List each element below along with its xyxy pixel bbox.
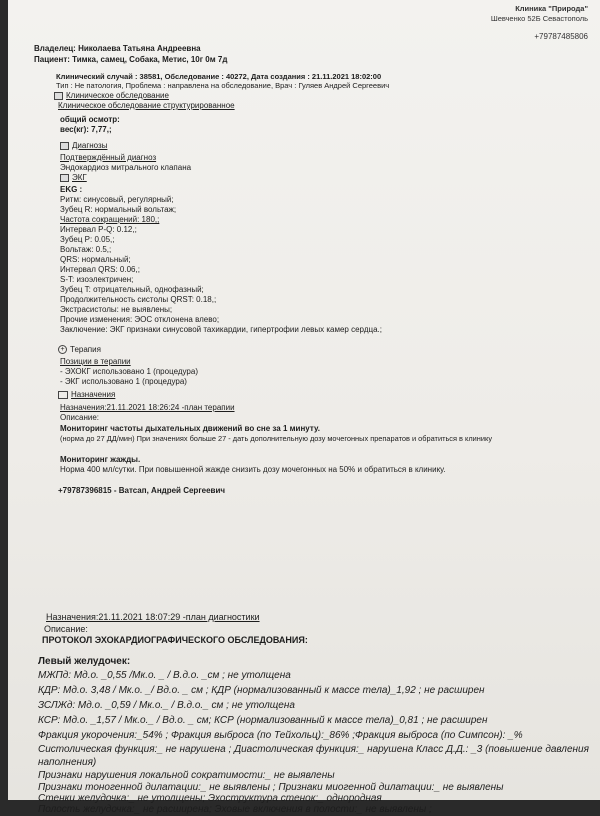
clinic-address: Шевченко 52Б Севастополь [490,14,588,23]
ecg-line: S-T: изоэлектричен; [60,275,134,284]
document-icon [60,174,69,182]
description-label: Описание: [60,413,100,422]
echo-line: КСР: Мд.о. _1,57 / Мк.о._ / Вд.о. _ см; КСР (нормализованный к массе тела)_0,81 ; не расширен [38,715,488,726]
ecg-line: Заключение: ЭКГ признаки синусовой тахикардии, гипертрофии левых камер сердца.; [60,325,382,334]
ecg-line: QRS: нормальный; [60,255,131,264]
echo-line: Фракция укорочения:_54% ; Фракция выброса (по Тейхольц):_86% ;Фракция выброса (по Симпсон): _% [38,730,523,741]
therapy-item: - ЭКГ использовано 1 (процедура) [60,377,187,386]
section-diagnoses: Диагнозы [60,141,107,151]
clinic-header [491,4,588,24]
echo-line: Систолическая функция:_ не нарушена ; Диастолическая функция:_ нарушена Класс Д.Д.: _3 (повышение давления [38,744,589,755]
exam-structured: Клиническое обследование структурированное [58,101,235,110]
ecg-line: Вольтаж: 0.5,; [60,245,112,254]
section-therapy: + Терапия [58,345,101,355]
echo-line: КДР: Мд.о. 3,48 / Мк.о. _/ Вд.о. _ см ; КДР (нормализованный к массе тела)_1,92 ; не расширен [38,685,485,696]
plus-icon: + [58,345,67,354]
section-ecg: ЭКГ [60,173,87,183]
case-line: Клинический случай : 38581, Обследование : 40272, Дата создания : 21.11.2021 18:02:00 [56,72,382,81]
ecg-line: Зубец T: отрицательный, однофазный; [60,285,204,294]
section-prescriptions: Назначения [58,390,115,400]
type-line: Тип : Не патология, Проблема : направлена на обследование, Врач : Гуляев Андрей Сергеевич [56,81,390,90]
ecg-line: Интервал P-Q: 0.12,; [60,225,137,234]
diagnosis-name: Эндокардиоз митрального клапана [60,163,192,172]
echo-line: наполнения) [38,757,97,768]
echo-line: Полость желудочка:_ не расширена; Эховые включения в полости:_ не выявлены ; [38,804,432,815]
weight-line: вес(кг): 7,77,; [60,125,112,134]
general-exam-label: общий осмотр: [60,115,120,124]
therapy-item: - ЭХОКГ использовано 1 (процедура) [60,367,198,376]
document-page [8,0,600,815]
echo-line: Признаки нарушения локальной сократимости:_ не выявлены [38,770,335,781]
thirst-monitoring-text: Норма 400 мл/сутки. При повышенной жажде снизить дозу мочегонных на 50% и обратиться в клинику. [60,465,446,474]
section-exam: Клиническое обследование [54,91,169,101]
ecg-line: EKG : [60,185,83,194]
document-icon [54,92,63,100]
ecg-line: Зубец R: нормальный вольтаж; [60,205,177,214]
description-label-2: Описание: [44,624,88,634]
ecg-line: Интервал QRS: 0.06,; [60,265,140,274]
prescription-diagnostics-title: Назначения:21.11.2021 18:07:29 -план диагностики [46,612,260,622]
diagnosis-confirmed-label: Подтверждённый диагноз [60,153,157,162]
prescription-icon [58,391,68,399]
ecg-line: Продолжительность систолы QRST: 0.18,; [60,295,217,304]
patient-line: Пациент: Тимка, самец, Собака, Метис, 10г 0м 7д [34,55,228,64]
ecg-line: Зубец P: 0.05,; [60,235,115,244]
prescription-therapy-title: Назначения:21.11.2021 18:26:24 -план терапии [60,403,235,412]
left-ventricle-title: Левый желудочек: [38,656,131,667]
ecg-line: Частота сокращений: 180,; [60,215,160,224]
resp-monitoring-text: (норма до 27 ДД/мин) При значениях больше 27 - дать дополнительную дозу мочегонных препаратов и обратиться в клинику [60,434,493,443]
echo-line: Признаки тоногенной дилатации:_ не выявлены ; Признаки миогенной дилатации:_ не выявлены [38,782,504,793]
thirst-monitoring-title: Мониторинг жажды. [60,455,141,464]
clinic-phone: +79787485806 [534,32,588,41]
doctor-contact: +79787396815 - Ватсап, Андрей Сергеевич [58,486,226,495]
echo-protocol-title: ПРОТОКОЛ ЭХОКАРДИОГРАФИЧЕСКОГО ОБСЛЕДОВАНИЯ: [42,635,308,645]
ecg-line: Экстрасистолы: не выявлены; [60,305,173,314]
ecg-line: Ритм: синусовый, регулярный; [60,195,174,204]
therapy-positions: Позиции в терапии [60,357,131,366]
echo-line: Стенки желудочка:_ не утолщены; Эхоструктура стенок:_ однородная [38,793,382,804]
owner-line: Владелец: Николаева Татьяна Андреевна [34,44,201,53]
echo-line: МЖПд: Мд.о. _0,55 /Мк.о. _ / В.д.о. _см ; не утолщена [38,670,291,681]
echo-line: ЗСЛЖд: Мд.о. _0,59 / Мк.о._ / В.д.о._ см ; не утолщена [38,700,295,711]
resp-monitoring-title: Мониторинг частоты дыхательных движений во сне за 1 минуту. [60,424,320,433]
clinic-name: Клиника "Природа" [515,4,588,13]
ecg-line: Прочие изменения: ЭОС отклонена влево; [60,315,220,324]
document-icon [60,142,69,150]
